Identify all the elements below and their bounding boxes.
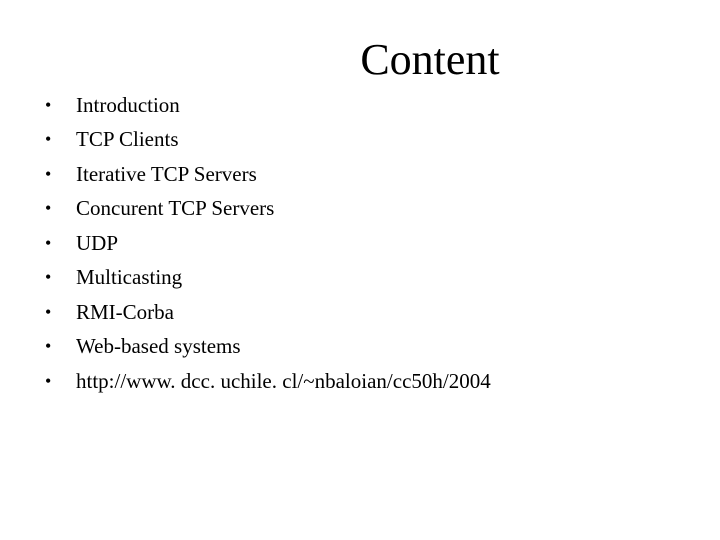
list-item xyxy=(45,157,685,192)
list-item xyxy=(45,261,685,296)
list-item xyxy=(45,330,685,365)
list-item-text: Multicasting xyxy=(76,265,183,290)
bullet-dot-icon: • xyxy=(45,198,52,219)
list-item-text: UDP xyxy=(76,230,119,255)
slide-title-text: Content xyxy=(360,35,500,84)
list-item xyxy=(45,192,685,227)
list-item-link[interactable] xyxy=(45,364,685,399)
list-item-text: RMI-Corba xyxy=(76,299,174,324)
list-item-text: Web-based systems xyxy=(76,334,241,359)
url-text[interactable]: http://www. dcc. uchile. cl/~nbaloian/cc50h/2004 xyxy=(76,368,491,393)
bullet-dot-icon: • xyxy=(45,232,52,253)
list-item xyxy=(45,123,685,158)
bullet-dot-icon: • xyxy=(45,336,52,357)
bullet-dot-icon: • xyxy=(45,370,52,391)
list-item-text: Iterative TCP Servers xyxy=(76,161,257,186)
bullet-dot-icon: • xyxy=(45,267,52,288)
slide-title xyxy=(0,34,720,86)
list-item-text: Concurent TCP Servers xyxy=(76,196,275,221)
list-item xyxy=(45,295,685,330)
list-item xyxy=(45,226,685,261)
bullet-dot-icon: • xyxy=(45,301,52,322)
list-item-text: TCP Clients xyxy=(76,127,179,152)
bullet-dot-icon: • xyxy=(45,129,52,150)
bullet-dot-icon: • xyxy=(45,94,52,115)
bullet-dot-icon: • xyxy=(45,163,52,184)
list-item xyxy=(45,88,685,123)
list-item-text: Introduction xyxy=(76,92,180,117)
bullet-list xyxy=(45,88,685,399)
